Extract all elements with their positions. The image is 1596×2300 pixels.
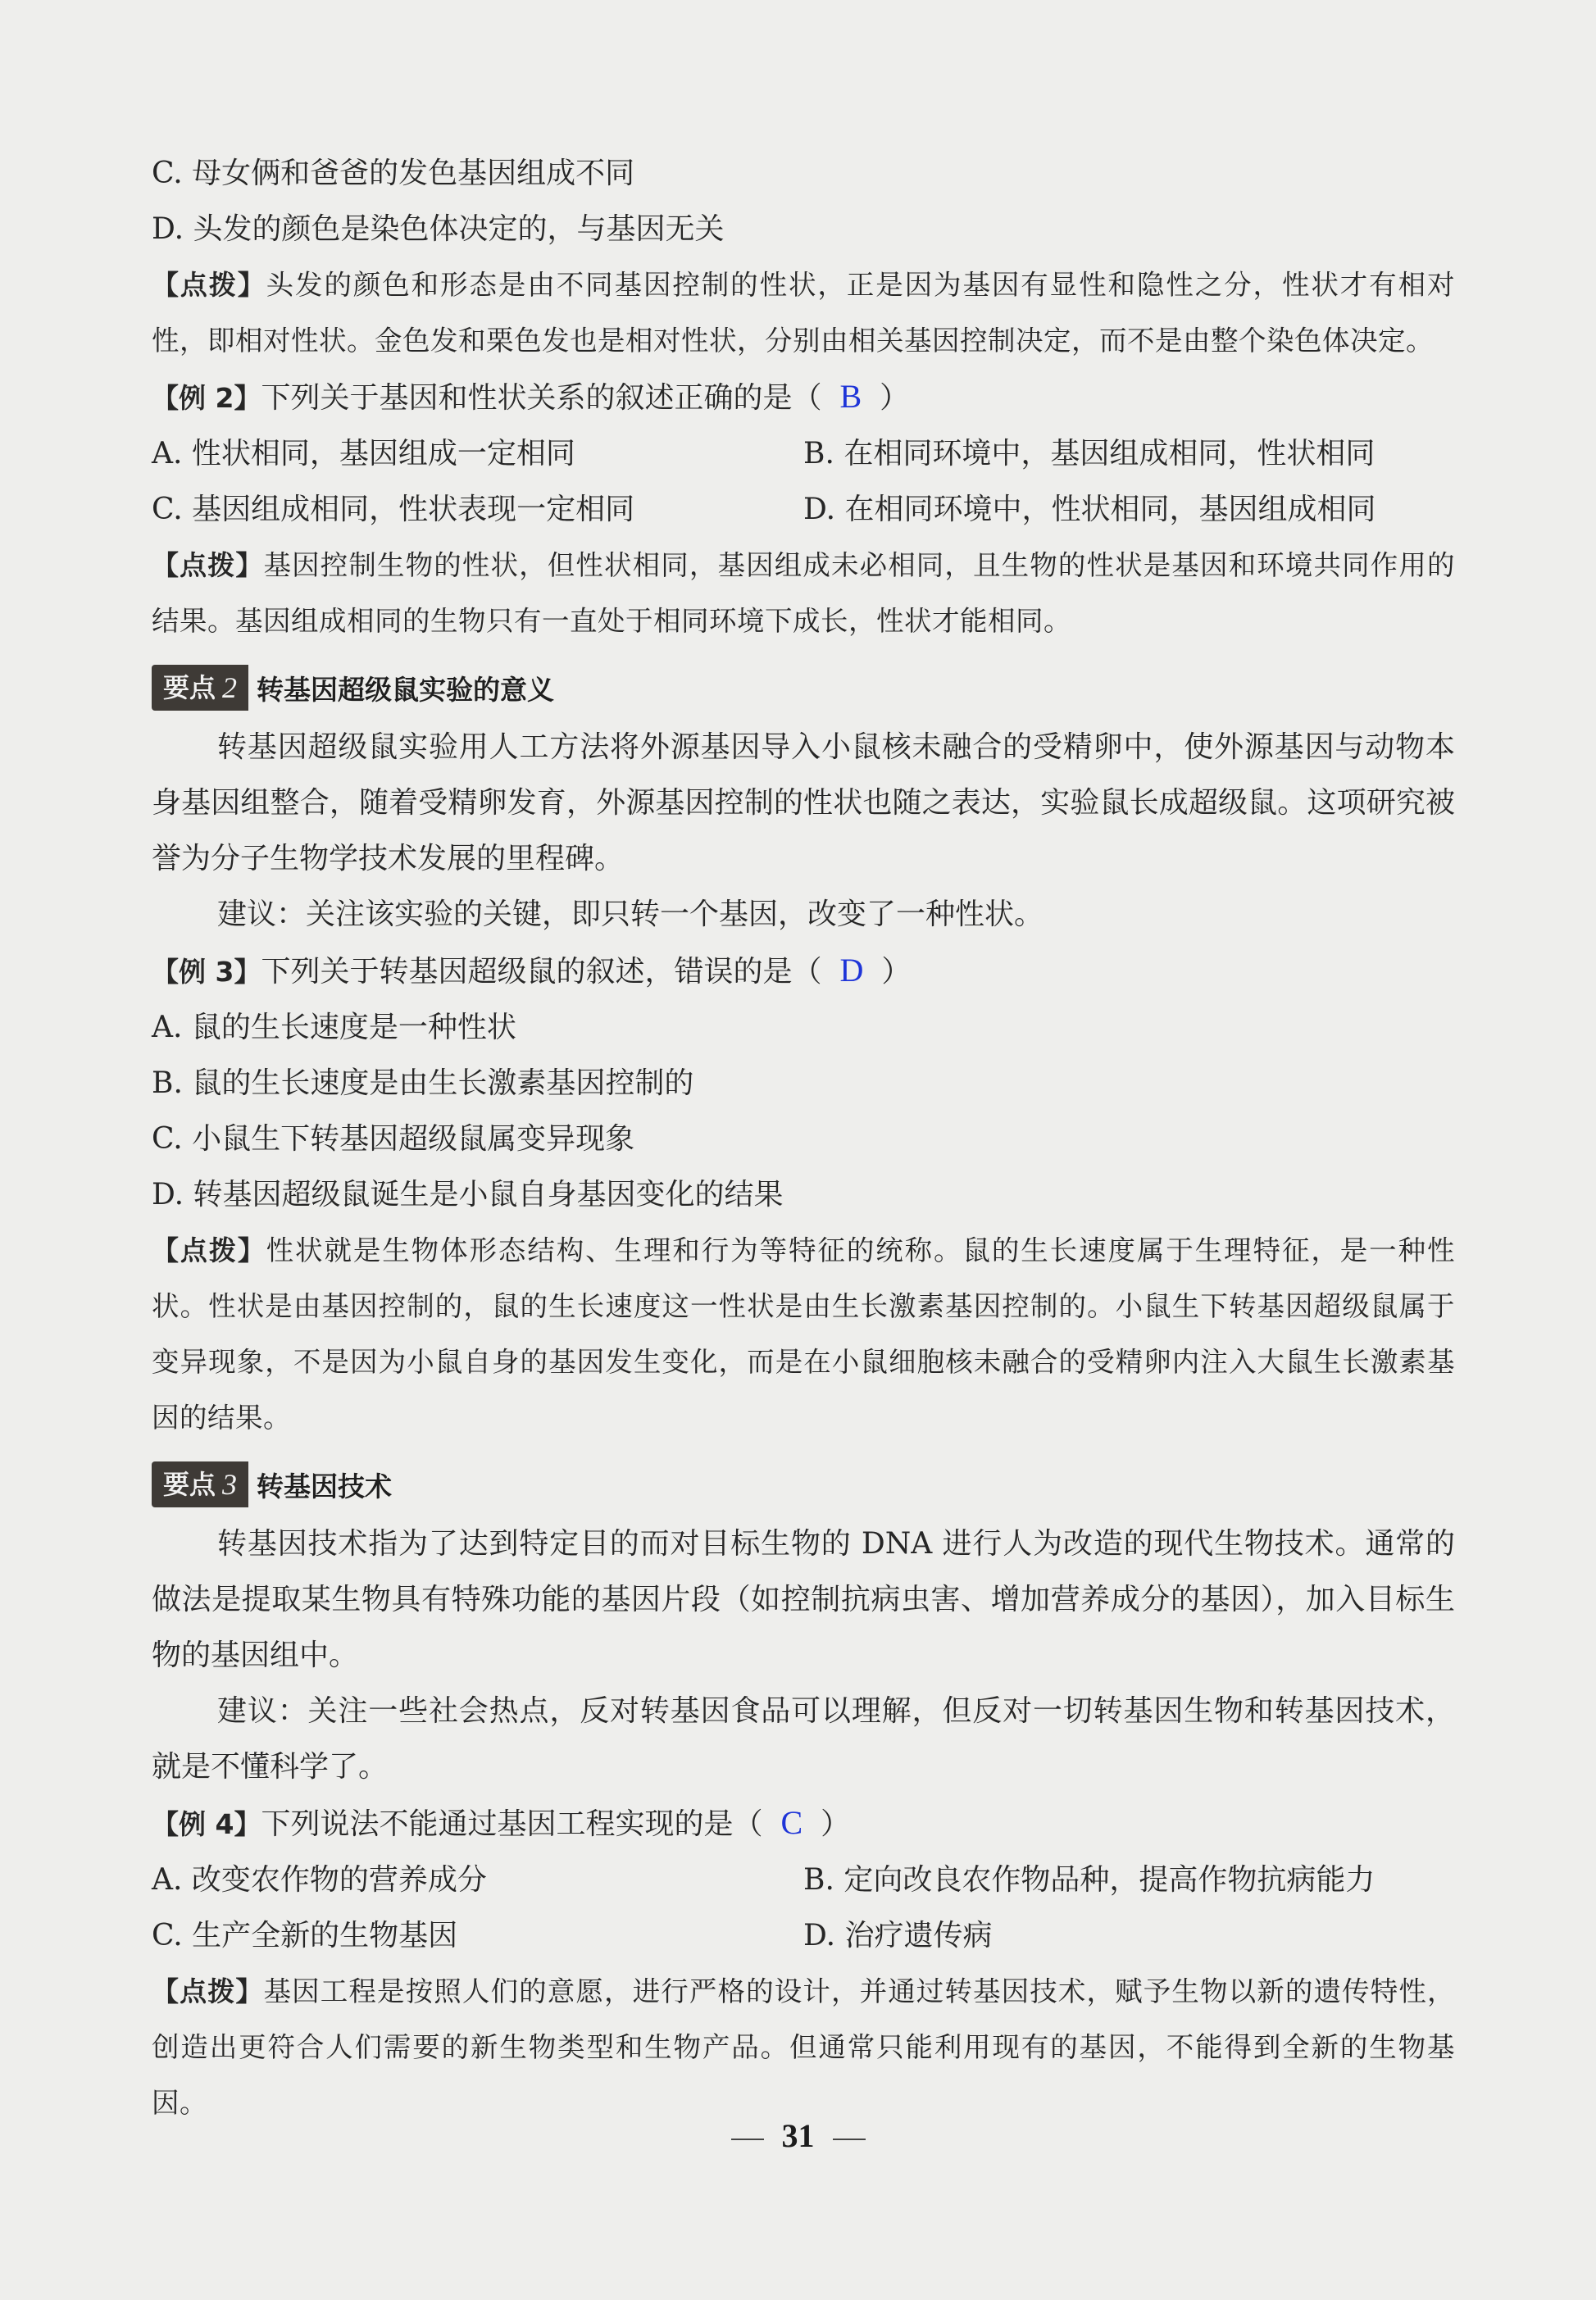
option-c: C. 小鼠生下转基因超级鼠属变异现象 bbox=[152, 1122, 635, 1156]
question-text: 下列关于基因和性状关系的叙述正确的是（ bbox=[261, 381, 822, 415]
option-b: B. 在相同环境中，基因组成相同，性状相同 bbox=[803, 437, 1375, 470]
hint-paragraph bbox=[152, 1964, 1455, 2131]
keypoint-paragraph: 转基因超级鼠实验用人工方法将外源基因导入小鼠核未融合的受精卵中，使外源基因与动物本身基因组整合，随着受精卵发育，外源基因控制的性状也随之表达，实验鼠长成超级鼠。这项研究被誉为分子生物学技术发展的里程碑。 bbox=[152, 730, 1455, 875]
option-c: C. 生产全新的生物基因 bbox=[152, 1919, 458, 1952]
footer-dash-right bbox=[833, 2139, 866, 2140]
hint-tag: 【点拨】 bbox=[152, 269, 266, 301]
footer-dash-left bbox=[731, 2139, 764, 2140]
keypoint-title: 转基因超级鼠实验的意义 bbox=[257, 673, 555, 706]
keypoint-title: 转基因技术 bbox=[257, 1470, 393, 1502]
hint-text: 头发的颜色和形态是由不同基因控制的性状，正是因为基因有显性和隐性之分，性状才有相对性，即相对性状。金色发和栗色发也是相对性状，分别由相关基因控制决定，而不是由整个染色体决定。 bbox=[152, 269, 1456, 357]
option-d: D. 治疗遗传病 bbox=[803, 1919, 993, 1952]
options-row bbox=[152, 1908, 1455, 1964]
option-c: C. 母女俩和爸爸的发色基因组成不同 bbox=[152, 157, 635, 190]
suggestion: 建议：关注一些社会热点，反对转基因食品可以理解，但反对一切转基因生物和转基因技术，就是不懂科学了。 bbox=[152, 1694, 1455, 1784]
hint-paragraph bbox=[152, 257, 1455, 369]
keypoint-heading bbox=[152, 1457, 1455, 1511]
example-4-question bbox=[152, 1795, 1455, 1852]
option-a: A. 改变农作物的营养成分 bbox=[152, 1863, 487, 1897]
example-tag: 【例 4】 bbox=[152, 1808, 261, 1840]
hint-tag: 【点拨】 bbox=[152, 1234, 266, 1266]
keypoint-label: 要点 bbox=[163, 672, 216, 703]
hint-text: 性状就是生物体形态结构、生理和行为等特征的统称。鼠的生长速度属于生理特征，是一种性状。性状是由基因控制的，鼠的生长速度这一性状是由生长激素基因控制的。小鼠生下转基因超级鼠属于变异现象，不是因为小鼠自身的基因发生变化，而是在小鼠细胞核未融合的受精卵内注入大鼠生长激素基因的结果。 bbox=[152, 1234, 1456, 1434]
hint-tag: 【点拨】 bbox=[152, 1975, 264, 2007]
option-c: C. 基因组成相同，性状表现一定相同 bbox=[152, 493, 635, 526]
options-row bbox=[152, 482, 1455, 538]
option-a: A. 性状相同，基因组成一定相同 bbox=[152, 437, 575, 470]
keypoint-number: 2 bbox=[222, 671, 238, 704]
option-d: D. 在相同环境中，性状相同，基因组成相同 bbox=[803, 493, 1376, 526]
hint-paragraph bbox=[152, 538, 1455, 649]
example-2-question bbox=[152, 369, 1455, 426]
answer-mark: C bbox=[780, 1804, 803, 1841]
options-row bbox=[152, 1852, 1455, 1908]
example-tag: 【例 2】 bbox=[152, 382, 261, 414]
page-number: 31 bbox=[781, 2117, 815, 2154]
keypoint-heading bbox=[152, 661, 1455, 715]
example-3-question bbox=[152, 943, 1455, 1000]
question-close: ） bbox=[821, 1807, 851, 1841]
page-footer bbox=[0, 2116, 1596, 2155]
hint-text: 基因工程是按照人们的意愿，进行严格的设计，并通过转基因技术，赋予生物以新的遗传特性，创造出更符合人们需要的新生物类型和生物产品。但通常只能利用现有的基因，不能得到全新的生物基因。 bbox=[152, 1975, 1456, 2119]
example-tag: 【例 3】 bbox=[152, 956, 261, 988]
option-b: B. 定向改良农作物品种，提高作物抗病能力 bbox=[803, 1863, 1375, 1897]
keypoint-label: 要点 bbox=[163, 1469, 216, 1500]
question-close: ） bbox=[881, 955, 912, 989]
option-d: D. 头发的颜色是染色体决定的，与基因无关 bbox=[152, 212, 725, 246]
keypoint-badge bbox=[152, 665, 248, 711]
hint-paragraph bbox=[152, 1223, 1455, 1446]
keypoint-number: 3 bbox=[222, 1468, 238, 1501]
keypoint-paragraph: 转基因技术指为了达到特定目的而对目标生物的 DNA 进行人为改造的现代生物技术。通常的做法是提取某生物具有特殊功能的基因片段（如控制抗病虫害、增加营养成分的基因），加入目标生物的基因组中。 bbox=[152, 1527, 1455, 1672]
hint-tag: 【点拨】 bbox=[152, 549, 264, 581]
hint-text: 基因控制生物的性状，但性状相同，基因组成未必相同，且生物的性状是基因和环境共同作用的结果。基因组成相同的生物只有一直处于相同环境下成长，性状才能相同。 bbox=[152, 549, 1456, 637]
question-close: ） bbox=[880, 381, 910, 415]
options-row bbox=[152, 426, 1455, 482]
option-d: D. 转基因超级鼠诞生是小鼠自身基因变化的结果 bbox=[152, 1178, 784, 1211]
question-text: 下列关于转基因超级鼠的叙述，错误的是（ bbox=[261, 955, 822, 989]
answer-mark: D bbox=[839, 952, 864, 989]
question-text: 下列说法不能通过基因工程实现的是（ bbox=[261, 1807, 763, 1841]
keypoint-badge bbox=[152, 1461, 248, 1507]
page-content bbox=[152, 146, 1455, 2131]
answer-mark: B bbox=[839, 378, 862, 415]
option-a: A. 鼠的生长速度是一种性状 bbox=[152, 1011, 516, 1044]
suggestion: 建议：关注该实验的关键，即只转一个基因，改变了一种性状。 bbox=[217, 898, 1044, 931]
option-b: B. 鼠的生长速度是由生长激素基因控制的 bbox=[152, 1066, 694, 1100]
